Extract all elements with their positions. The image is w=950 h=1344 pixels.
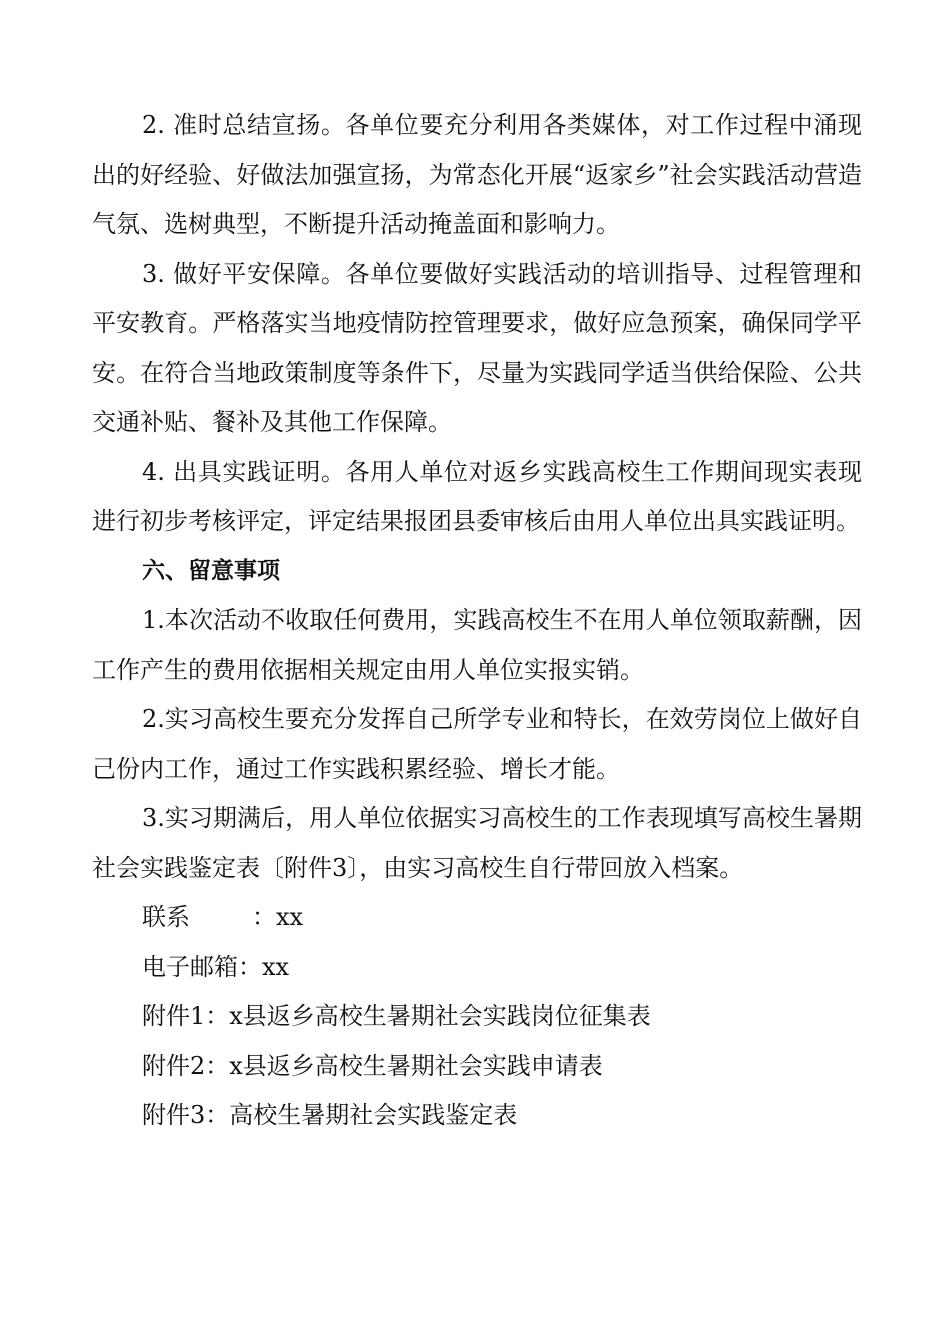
- contact-phone-line: [92, 893, 862, 943]
- contact-email-value: xx: [262, 952, 290, 981]
- contact-phone-label: 联系: [142, 903, 190, 931]
- contact-phone-value: ：xx: [252, 903, 304, 931]
- attachment-1: 附件1：x县返乡高校生暑期社会实践岗位征集表: [142, 1002, 651, 1030]
- contact-email-line: [92, 943, 862, 993]
- section5-item-4: 4. 出具实践证明。各用人单位对返乡实践高校生工作期间现实表现进行初步考核评定，评定结果报团县委审核后由用人单位出具实践证明。: [92, 457, 862, 535]
- section5-item-3: 3. 做好平安保障。各单位要做好实践活动的培训指导、过程管理和平安教育。严格落实当地疫情防控管理要求，做好应急预案，确保同学平安。在符合当地政策制度等条件下，尽量为实践同学适当供给保险、公共交通补贴、餐补及其他工作保障。: [92, 259, 862, 436]
- section6-heading: 六、留意事项: [142, 557, 280, 584]
- document-body: [92, 101, 862, 1141]
- attachment-2: 附件2：x县返乡高校生暑期社会实践申请表: [142, 1051, 603, 1080]
- contact-email-label: 电子邮箱：: [142, 952, 262, 981]
- section5-item-2: 2. 准时总结宣扬。各单位要充分利用各类媒体，对工作过程中涌现出的好经验、好做法加强宣扬，为常态化开展“返家乡”社会实践活动营造气氛、选树典型，不断提升活动掩盖面和影响力。: [92, 111, 862, 238]
- section6-item-1: 1.本次活动不收取任何费用，实践高校生不在用人单位领取薪酬，因工作产生的费用依据相关规定由用人单位实报实销。: [92, 606, 862, 684]
- section6-item-3: 3.实习期满后，用人单位依据实习高校生的工作表现填写高校生暑期社会实践鉴定表〔附件3〕，由实习高校生自行带回放入档案。: [92, 804, 862, 882]
- attachment-3: 附件3：高校生暑期社会实践鉴定表: [142, 1101, 518, 1129]
- section6-item-2: 2.实习高校生要充分发挥自己所学专业和特长，在效劳岗位上做好自己份内工作，通过工作实践积累经验、增长才能。: [92, 705, 862, 783]
